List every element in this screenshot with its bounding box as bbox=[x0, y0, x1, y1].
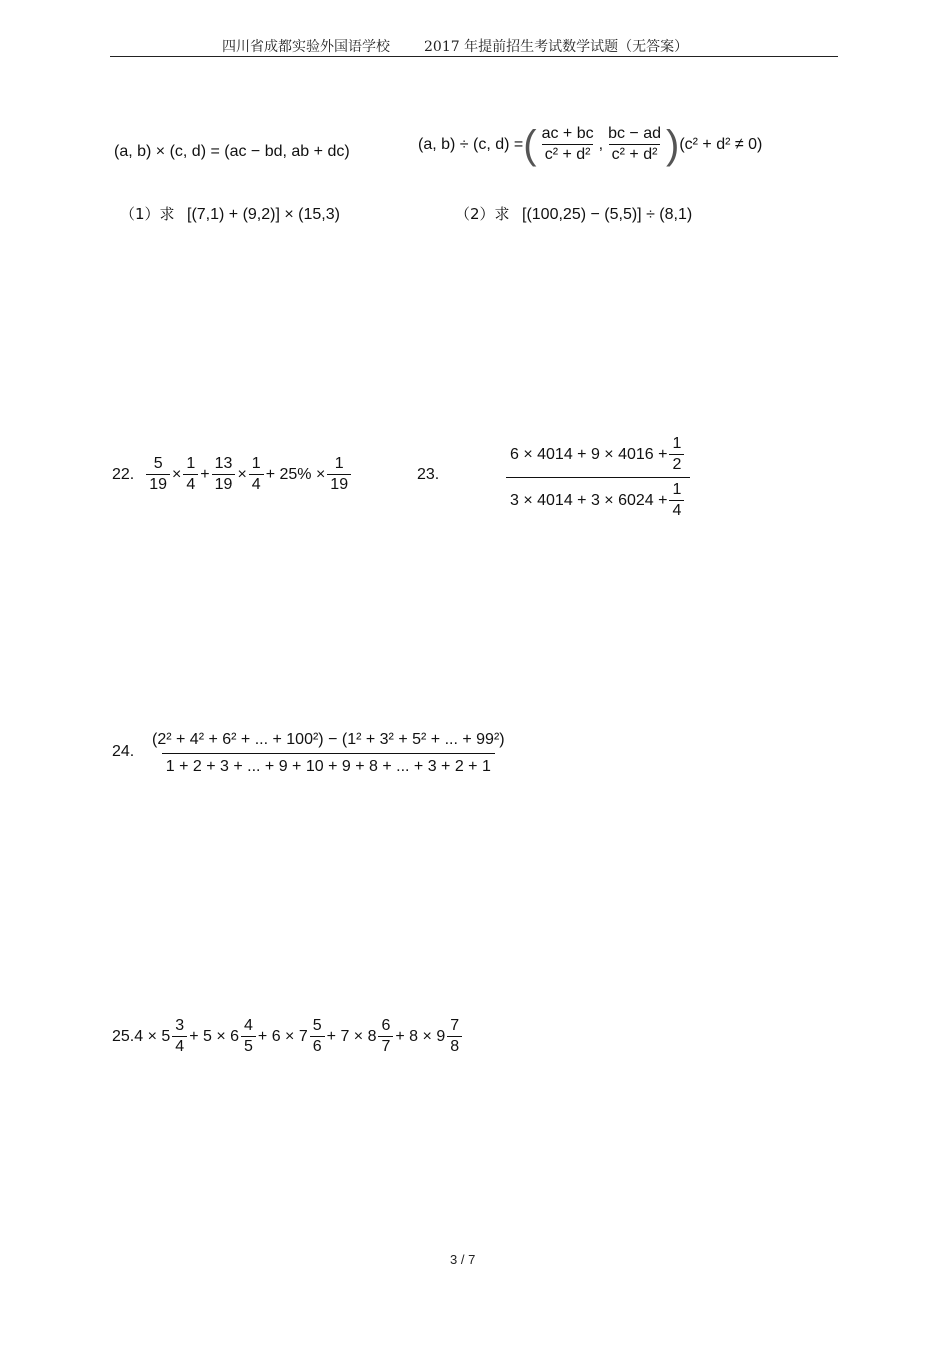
numerator: 6 bbox=[381, 1017, 391, 1034]
right-paren-icon: ) bbox=[666, 122, 680, 167]
problem-21-part-2 bbox=[455, 203, 692, 224]
division-condition: (c² + d² ≠ 0) bbox=[679, 135, 763, 153]
page-number: 3 / 7 bbox=[450, 1252, 476, 1267]
operator: + 25% × bbox=[265, 465, 326, 483]
fraction bbox=[183, 454, 198, 495]
problem-23-label: 23. bbox=[417, 466, 440, 483]
denominator: 8 bbox=[447, 1036, 462, 1057]
numerator: 4 bbox=[244, 1017, 253, 1034]
operator: × bbox=[237, 465, 247, 483]
division-denominator-1: c² + d² bbox=[542, 144, 594, 165]
numerator: 1 bbox=[672, 481, 682, 498]
problem-24-fraction bbox=[148, 730, 509, 777]
fraction bbox=[669, 480, 684, 521]
part-1-label: （1）求 bbox=[120, 205, 175, 223]
operator: × bbox=[172, 465, 182, 483]
term: + 5 × 6 bbox=[189, 1027, 240, 1045]
numerator: 1 bbox=[251, 455, 261, 472]
denominator: 19 bbox=[212, 474, 236, 495]
denominator: 5 bbox=[241, 1036, 256, 1057]
numerator: 7 bbox=[450, 1017, 460, 1034]
problem-24-denominator: 1 + 2 + 3 + ... + 9 + 10 + 9 + 8 + ... + 3 + 2 + 1 bbox=[162, 753, 495, 777]
denominator: 4 bbox=[183, 474, 198, 495]
numerator: 3 bbox=[175, 1017, 185, 1034]
part-2-expression: [(100,25) − (5,5)] ÷ (8,1) bbox=[522, 206, 693, 223]
definition-division: (a, b) ÷ (c, d) = ( $\frac{ac + bc}{\text{c² + d²}}$ , $\frac{bc - ad}{\text{c² + d²}}$ ) (c² + d² ≠ 0) bbox=[418, 122, 763, 167]
definition-multiplication: (a, b) × (c, d) = (ac − bd, ab + dc) bbox=[114, 143, 350, 160]
part-1-expression: [(7,1) + (9,2)] × (15,3) bbox=[187, 206, 340, 223]
denominator: 2 bbox=[669, 454, 684, 475]
fraction bbox=[310, 1016, 325, 1057]
fraction bbox=[249, 454, 264, 495]
denominator: 19 bbox=[146, 474, 170, 495]
denominator: 4 bbox=[249, 474, 264, 495]
numerator-text: 6 × 4014 + 9 × 4016 + bbox=[510, 445, 668, 463]
problem-22 bbox=[112, 454, 353, 495]
fraction bbox=[378, 1016, 393, 1057]
page-header bbox=[110, 34, 838, 57]
fraction bbox=[241, 1016, 256, 1057]
problem-23-fraction bbox=[506, 434, 690, 521]
fraction bbox=[327, 454, 351, 495]
header-school: 四川省成都实验外国语学校 bbox=[222, 39, 390, 55]
numerator: 5 bbox=[153, 455, 163, 472]
term: + 6 × 7 bbox=[257, 1027, 308, 1045]
division-numerator-2: bc − ad bbox=[608, 125, 661, 142]
numerator: 1 bbox=[186, 455, 196, 472]
part-2-label: （2）求 bbox=[455, 205, 510, 223]
denominator: 4 bbox=[172, 1036, 187, 1057]
numerator: 5 bbox=[312, 1017, 322, 1034]
denominator: 4 bbox=[669, 500, 684, 521]
fraction bbox=[669, 434, 684, 475]
division-fraction-1 bbox=[539, 124, 597, 165]
problem-23-denominator bbox=[506, 477, 690, 521]
problem-23-numerator bbox=[506, 434, 690, 477]
term: 4 × 5 bbox=[134, 1027, 171, 1045]
denominator: 7 bbox=[378, 1036, 393, 1057]
left-paren-icon: ( bbox=[523, 122, 537, 167]
problem-21-part-1 bbox=[120, 203, 340, 224]
numerator: 1 bbox=[334, 455, 344, 472]
division-lhs: (a, b) ÷ (c, d) = bbox=[418, 135, 524, 153]
problem-24-label: 24. bbox=[112, 743, 135, 760]
fraction bbox=[146, 454, 170, 495]
denominator-text: 3 × 4014 + 3 × 6024 + bbox=[510, 491, 668, 509]
problem-22-label: 22. bbox=[112, 465, 135, 483]
fraction bbox=[172, 1016, 187, 1057]
division-fraction-2 bbox=[605, 124, 664, 165]
problem-24-numerator: (2² + 4² + 6² + ... + 100²) − (1² + 3² + 5² + ... + 99²) bbox=[152, 731, 505, 748]
fraction bbox=[212, 454, 236, 495]
problem-25 bbox=[112, 1016, 464, 1057]
denominator: 19 bbox=[327, 474, 351, 495]
problem-25-label: 25. bbox=[112, 1027, 135, 1045]
fraction bbox=[447, 1016, 462, 1057]
division-denominator-2: c² + d² bbox=[609, 144, 661, 165]
operator: + bbox=[200, 465, 210, 483]
division-numerator-1: ac + bc bbox=[541, 125, 594, 142]
denominator: 6 bbox=[310, 1036, 325, 1057]
term: + 8 × 9 bbox=[395, 1027, 446, 1045]
header-title: 2017 年提前招生考试数学试题（无答案） bbox=[424, 39, 689, 55]
numerator: 1 bbox=[672, 435, 682, 452]
numerator: 13 bbox=[214, 455, 233, 472]
term: + 7 × 8 bbox=[326, 1027, 377, 1045]
